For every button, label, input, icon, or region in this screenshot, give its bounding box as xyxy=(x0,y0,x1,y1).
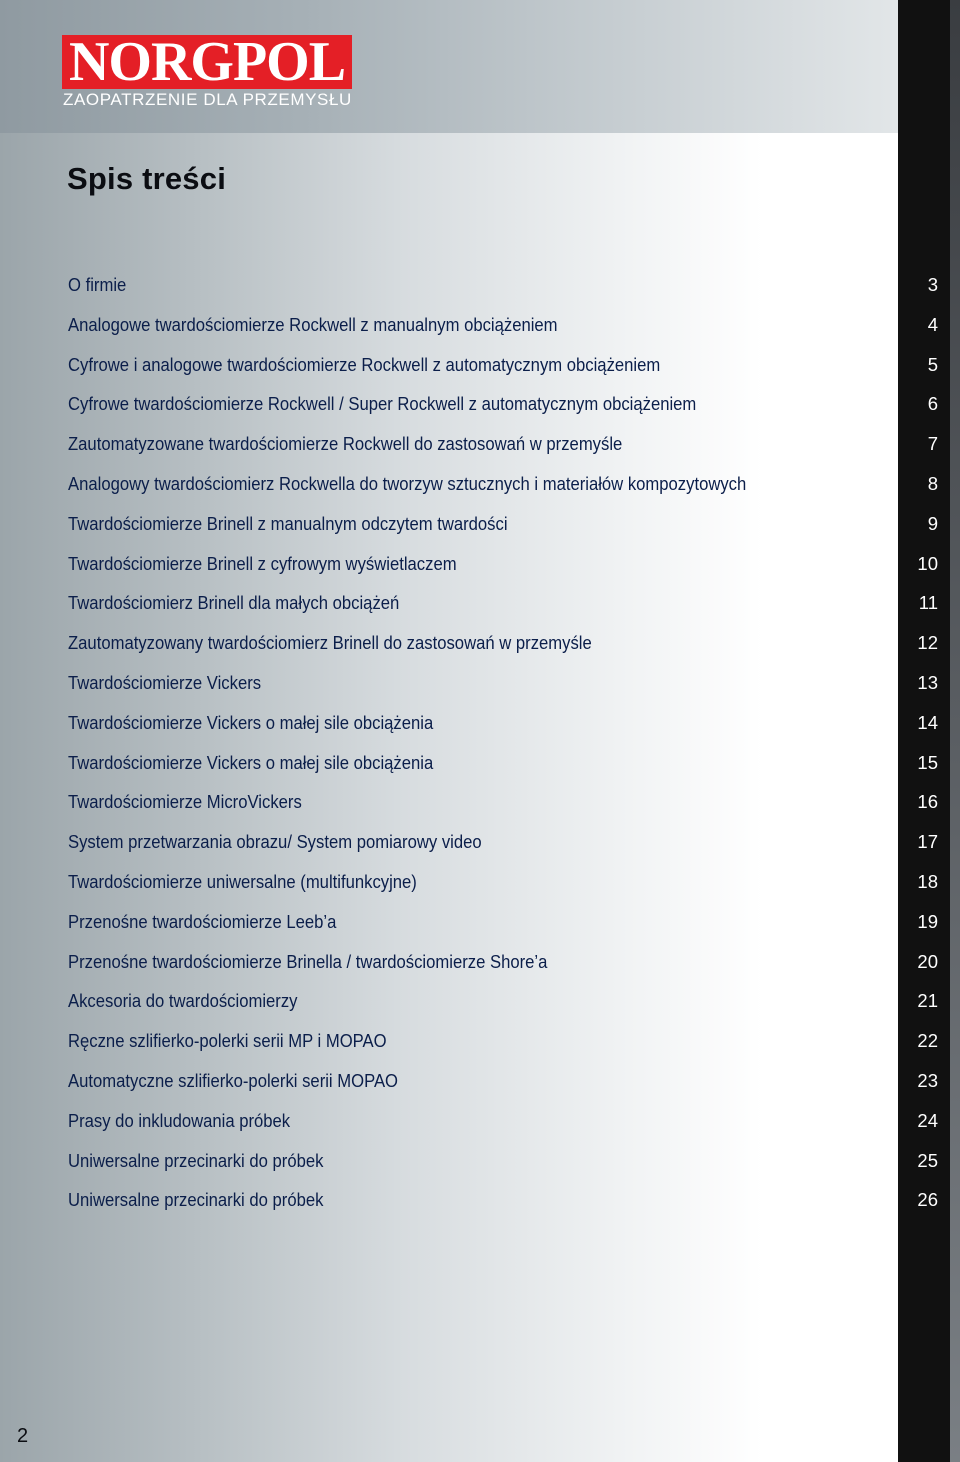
toc-entry-title: Cyfrowe i analogowe twardościomierze Rockwell z automatycznym obciążeniem xyxy=(68,353,661,375)
toc-entry[interactable] xyxy=(0,389,960,419)
toc-entry[interactable] xyxy=(0,588,960,618)
toc-entry-title: System przetwarzania obrazu/ System pomiarowy video xyxy=(68,831,482,853)
toc-entry-page: 22 xyxy=(917,1030,938,1052)
toc-entry-page: 13 xyxy=(917,672,938,693)
toc-entry-page: 6 xyxy=(927,393,938,415)
toc-entry-page: 18 xyxy=(917,871,938,892)
toc-entry-title: Twardościomierze Vickers xyxy=(68,672,262,693)
toc-entry-page: 26 xyxy=(917,1189,938,1211)
toc-entry[interactable] xyxy=(0,668,960,698)
toc-entry-title: Twardościomierze MicroVickers xyxy=(68,791,302,813)
toc-entry-title: Prasy do inkludowania próbek xyxy=(68,1109,291,1131)
toc-entry[interactable] xyxy=(0,787,960,817)
toc-entry-title: Ręczne szlifierko-polerki serii MP i MOPAO xyxy=(68,1030,387,1052)
toc-entry-title: Analogowe twardościomierze Rockwell z manualnym obciążeniem xyxy=(68,313,558,335)
toc-entry-page: 8 xyxy=(927,473,938,494)
toc-entry-title: Twardościomierze uniwersalne (multifunkcyjne) xyxy=(68,871,417,892)
toc-entry[interactable] xyxy=(0,628,960,658)
toc-entry-page: 10 xyxy=(917,552,938,574)
toc-entry[interactable] xyxy=(0,270,960,300)
toc-entry[interactable] xyxy=(0,549,960,579)
toc-entry[interactable] xyxy=(0,1146,960,1176)
toc-entry-title: Twardościomierze Brinell z manualnym odczytem twardości xyxy=(68,512,508,534)
toc-entry-title: Akcesoria do twardościomierzy xyxy=(68,990,298,1012)
toc-entry[interactable] xyxy=(0,708,960,738)
toc-entry-page: 15 xyxy=(917,751,938,773)
toc-entry[interactable] xyxy=(0,827,960,857)
toc-entry-title: Zautomatyzowany twardościomierz Brinell do zastosowań w przemyśle xyxy=(68,632,592,654)
toc-entry[interactable] xyxy=(0,907,960,937)
toc-entry-title: Twardościomierz Brinell dla małych obciążeń xyxy=(68,592,400,614)
toc-entry-page: 16 xyxy=(917,791,938,813)
toc-entry[interactable] xyxy=(0,429,960,459)
toc-entry-title: Przenośne twardościomierze Brinella / twardościomierze Shore’a xyxy=(68,950,548,972)
toc-entry-page: 20 xyxy=(917,950,938,972)
toc-entry-title: Analogowy twardościomierz Rockwella do tworzyw sztucznych i materiałów kompozytowych xyxy=(68,473,747,494)
toc-entry[interactable] xyxy=(0,1185,960,1215)
toc-entry[interactable] xyxy=(0,310,960,340)
toc-entry-page: 9 xyxy=(927,512,938,534)
toc-entry-title: Twardościomierze Vickers o małej sile obciążenia xyxy=(68,711,434,733)
toc-entry-title: O firmie xyxy=(68,274,127,295)
toc-entry-page: 12 xyxy=(917,632,938,654)
toc-entry-page: 7 xyxy=(927,433,938,455)
toc-entry-page: 17 xyxy=(917,831,938,853)
toc-entry-page: 3 xyxy=(927,274,938,295)
toc-entry[interactable] xyxy=(0,1106,960,1136)
toc-entry-page: 19 xyxy=(917,910,938,932)
toc-entry[interactable] xyxy=(0,1066,960,1096)
logo-wordmark: NORGPOL xyxy=(62,35,352,89)
toc-entry-title: Przenośne twardościomierze Leeb’a xyxy=(68,910,337,932)
toc-entry[interactable] xyxy=(0,469,960,499)
toc-entry-page: 23 xyxy=(917,1070,938,1091)
toc-entry[interactable] xyxy=(0,748,960,778)
toc-entry[interactable] xyxy=(0,867,960,897)
toc-entry-title: Twardościomierze Brinell z cyfrowym wyświetlaczem xyxy=(68,552,457,574)
toc-entry-title: Cyfrowe twardościomierze Rockwell / Super Rockwell z automatycznym obciążeniem xyxy=(68,393,697,415)
toc-entry[interactable] xyxy=(0,947,960,977)
toc-entry-title: Automatyczne szlifierko-polerki serii MOPAO xyxy=(68,1070,399,1091)
toc-entry[interactable] xyxy=(0,350,960,380)
toc-entry-title: Uniwersalne przecinarki do próbek xyxy=(68,1189,324,1211)
toc-entry-page: 11 xyxy=(918,592,938,614)
toc-entry-title: Zautomatyzowane twardościomierze Rockwell do zastosowań w przemyśle xyxy=(68,433,623,455)
toc-entry-page: 25 xyxy=(917,1149,938,1171)
toc-entry-title: Twardościomierze Vickers o małej sile obciążenia xyxy=(68,751,434,773)
toc-entry[interactable] xyxy=(0,509,960,539)
logo-tagline: ZAOPATRZENIE DLA PRZEMYSŁU xyxy=(63,90,352,109)
toc-entry-page: 21 xyxy=(917,990,938,1012)
toc-entry[interactable] xyxy=(0,1026,960,1056)
toc-entry-title: Uniwersalne przecinarki do próbek xyxy=(68,1149,324,1171)
toc-entry-page: 4 xyxy=(927,313,938,335)
page-number: 2 xyxy=(17,1425,29,1447)
toc-entry-page: 14 xyxy=(917,711,938,733)
toc-entry-page: 24 xyxy=(917,1109,938,1131)
toc-entry-page: 5 xyxy=(927,353,938,375)
toc-entry[interactable] xyxy=(0,986,960,1016)
page-title: Spis treści xyxy=(67,161,227,196)
